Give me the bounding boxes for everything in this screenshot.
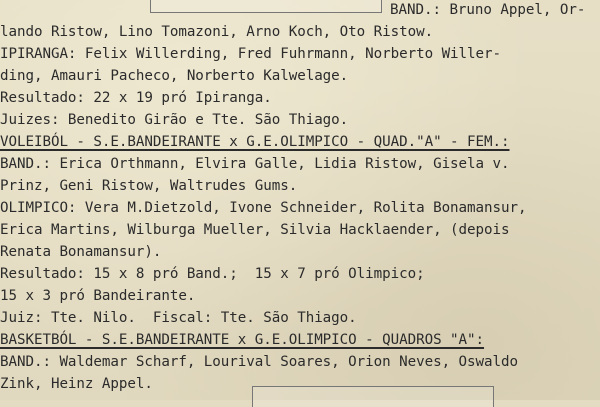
section-heading-basketbol: BASKETBÓL - S.E.BANDEIRANTE x G.E.OLIMPICO - QUADROS "A": — [0, 332, 485, 348]
text-line: IPIRANGA: Felix Willerding, Fred Fuhrmann, Norberto Willer- — [0, 46, 502, 62]
text-line: BAND.: Waldemar Scharf, Lourival Soares, Orion Neves, Oswaldo — [0, 354, 518, 370]
text-line: Prinz, Geni Ristow, Waltrudes Gums. — [0, 178, 298, 194]
text-line: 15 x 3 pró Bandeirante. — [0, 288, 196, 304]
text-line: BAND.: Bruno Appel, Or- — [390, 2, 586, 18]
text-line: OLIMPICO: Vera M.Dietzold, Ivone Schneider, Rolita Bonamansur, — [0, 200, 527, 216]
text-line: BAND.: Erica Orthmann, Elvira Galle, Lidia Ristow, Gisela v. — [0, 156, 510, 172]
text-line: Erica Martins, Wilburga Mueller, Silvia Hacklaender, (depois — [0, 222, 510, 238]
text-line: Juizes: Benedito Girão e Tte. São Thiago. — [0, 112, 349, 128]
text-line: lando Ristow, Lino Tomazoni, Arno Koch, Oto Ristow. — [0, 24, 434, 40]
text-line: Resultado: 15 x 8 pró Band.; 15 x 7 pró Olimpico; — [0, 266, 425, 282]
section-heading-voleibol: VOLEIBÓL - S.E.BANDEIRANTE x G.E.OLIMPICO - QUAD."A" - FEM.: — [0, 134, 510, 150]
paper-clipping-top — [150, 0, 382, 13]
paper-clipping-bottom — [252, 386, 494, 407]
text-line: ding, Amauri Pacheco, Norberto Kalwelage. — [0, 68, 349, 84]
text-line: Zink, Heinz Appel. — [0, 376, 153, 392]
text-line: Juiz: Tte. Nilo. Fiscal: Tte. São Thiago. — [0, 310, 357, 326]
text-line: Renata Bonamansur). — [0, 244, 162, 260]
text-line: Resultado: 22 x 19 pró Ipiranga. — [0, 90, 272, 106]
